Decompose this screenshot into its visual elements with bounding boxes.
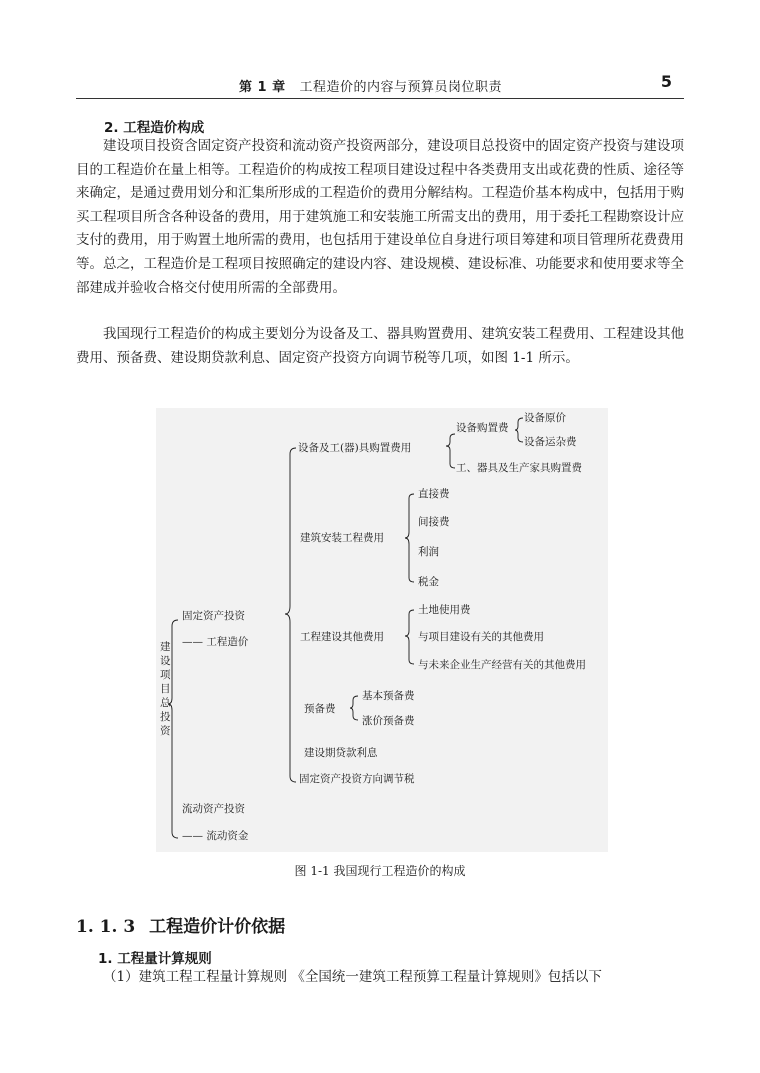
node-equipment-fee: 设备购置费 — [456, 422, 509, 434]
equipment-fee-brace — [515, 418, 523, 442]
root-label-char: 投 — [160, 711, 171, 723]
node-tax: 税金 — [418, 576, 439, 588]
construction-brace — [405, 494, 414, 582]
node-loan-interest: 建设期贷款利息 — [304, 747, 378, 759]
node-basic-reserve: 基本预备费 — [362, 690, 415, 702]
node-engineering-cost: —— 工程造价 — [182, 636, 249, 648]
node-equipment-original: 设备原价 — [524, 412, 566, 424]
root-label-char: 资 — [160, 725, 171, 737]
figure-caption: 图 1-1 我国现行工程造价的构成 — [294, 864, 466, 878]
node-tools-purchase: 工、器具及生产家具购置费 — [456, 462, 582, 474]
node-direct-cost: 直接费 — [418, 488, 450, 500]
equipment-brace — [446, 434, 455, 468]
paragraph-2: 我国现行工程造价的构成主要划分为设备及工、器具购置费用、建筑安装工程费用、工程建设其他费用、预备费、建设期贷款利息、固定资产投资方向调节税等几项，如图 1-1 所示。 — [76, 326, 684, 366]
root-label-char: 目 — [160, 683, 171, 695]
node-construction-install: 建筑安装工程费用 — [300, 532, 384, 544]
node-equipment-purchase: 设备及工(器)具购置费用 — [298, 442, 412, 454]
section-heading: 2. 工程造价构成 — [104, 120, 205, 136]
node-equipment-transport: 设备运杂费 — [524, 436, 577, 448]
node-land-use: 土地使用费 — [418, 604, 471, 616]
root-label-char: 设 — [160, 655, 171, 667]
subsection-heading: 1. 工程量计算规则 — [98, 951, 212, 967]
chapter-title: 第 1 章 工程造价的内容与预算员岗位职责 — [238, 80, 502, 95]
running-header — [76, 68, 684, 99]
section-1-1-3-heading — [76, 912, 285, 937]
root-label-char: 建 — [160, 641, 171, 653]
node-current-assets: 流动资产投资 — [182, 803, 245, 815]
node-profit: 利润 — [418, 546, 439, 558]
rule-item-1: （1）建筑工程工程量计算规则 《全国统一建筑工程预算工程量计算规则》包括以下 — [103, 969, 602, 985]
node-other-costs: 工程建设其他费用 — [300, 631, 384, 643]
node-reserve: 预备费 — [304, 703, 336, 715]
root-label-char: 总 — [160, 697, 171, 709]
node-indirect-cost: 间接费 — [418, 516, 450, 528]
node-price-reserve: 涨价预备费 — [362, 715, 415, 727]
node-project-related: 与项目建设有关的其他费用 — [418, 631, 544, 643]
fixed-assets-brace — [285, 448, 296, 782]
section-title: 工程造价计价依据 — [149, 917, 286, 937]
reserve-brace — [350, 696, 358, 720]
page-number: 5 — [660, 72, 672, 91]
section-number: 1. 1. 3 — [76, 917, 136, 937]
node-working-capital: —— 流动资金 — [182, 830, 249, 842]
node-future-production: 与未来企业生产经营有关的其他费用 — [418, 659, 586, 671]
root-label — [160, 640, 171, 737]
node-direction-tax: 固定资产投资方向调节税 — [299, 773, 415, 785]
node-fixed-assets: 固定资产投资 — [182, 610, 245, 622]
root-label-char: 项 — [160, 669, 171, 681]
tree-diagram — [156, 408, 608, 852]
svg-text:建设项目总投资 — [160, 640, 171, 737]
other-costs-brace — [405, 610, 414, 664]
cost-structure-figure — [156, 408, 608, 852]
paragraph-1: 建设项目投资含固定资产投资和流动资产投资两部分，建设项目总投资中的固定资产投资与建设项目的工程造价在量上相等。工程造价的构成按工程项目建设过程中各类费用支出或花费的性质、途径等来确定，是通过费用划分和汇集所形成的工程造价的费用分解结构。工程造价基本构成中，包括用于购买工程项目所含各种设备的费用，用于建筑施工和安装施工所需支出的费用，用于委托工程勘察设计应支付的费用，用于购置土地所需的费用，也包括用于建设单位自身进行项目筹建和项目管理所花费费用等。总之，工程造价是工程项目按照确定的建设内容、建设规模、建设标准、功能要求和使用要求等全部建成并验收合格交付使用所需的全部费用。 — [76, 138, 684, 296]
